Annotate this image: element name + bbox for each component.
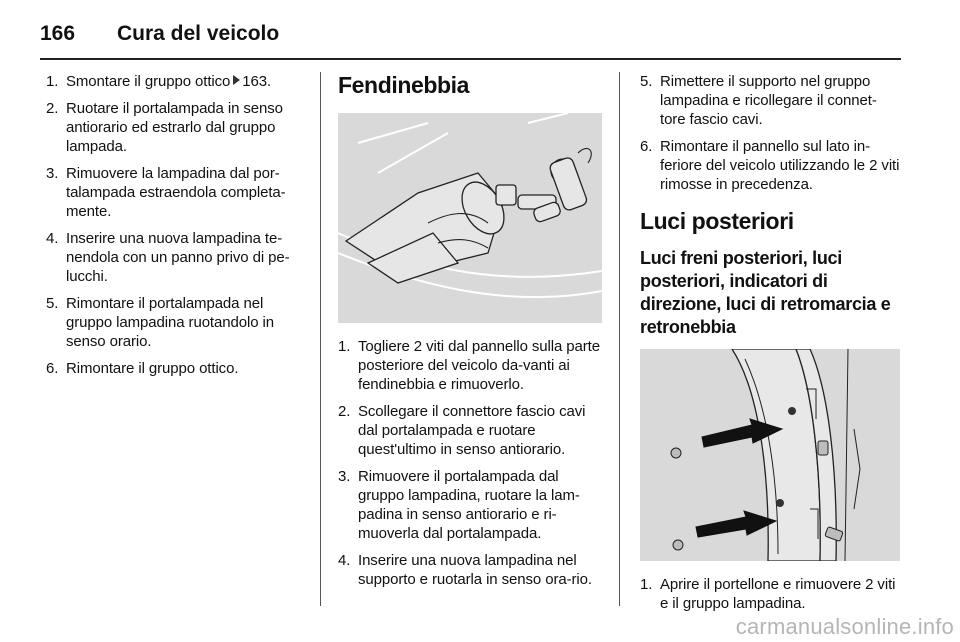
section-heading-fog-lamps: Fendinebbia — [338, 72, 470, 98]
subsection-heading-rear-lamps: Luci freni posteriori, luci posteriori, indicatori di direzione, luci di retromarcia e retronebbia — [640, 248, 891, 337]
column-3 — [640, 72, 902, 621]
column-1 — [46, 72, 308, 386]
page-reference-icon — [233, 75, 240, 85]
list-item: 3. Rimuovere la lampadina dal por-talampada estraendola completa-mente. — [46, 165, 286, 220]
page-title: Cura del veicolo — [117, 22, 280, 45]
column-divider-2 — [619, 72, 620, 606]
headlamp-steps — [46, 72, 308, 378]
list-item: 5. Rimontare il portalampada nel gruppo lampadina ruotandolo in senso orario. — [46, 295, 274, 350]
fog-lamp-drawing — [338, 113, 602, 323]
list-item: 4. Inserire una nuova lampadina te-nendola con un panno privo di pe-lucchi. — [46, 230, 290, 285]
fog-lamp-steps-continued — [640, 72, 902, 194]
list-item: 6. Rimontare il pannello sul lato in-feriore del veicolo utilizzando le 2 viti rimosse in precedenza. — [640, 138, 900, 193]
list-item: 3. Rimuovere il portalampada dal gruppo lampadina, ruotare la lam-padina in senso antiorario e ri-muoverla dal portalampada. — [338, 468, 580, 542]
watermark: carmanualsonline.info — [735, 614, 954, 639]
list-item: 6. Rimontare il gruppo ottico. — [46, 360, 239, 377]
rear-lamp-illustration — [640, 349, 900, 561]
page-number: 166 — [40, 22, 76, 45]
rear-lamp-steps — [640, 575, 902, 613]
fog-lamp-steps — [338, 337, 604, 589]
list-item: 1. Togliere 2 viti dal pannello sulla parte posteriore del veicolo da-vanti ai fendinebbia e rimuoverlo. — [338, 338, 600, 393]
header-rule — [40, 58, 901, 60]
fog-lamp-illustration — [338, 113, 602, 323]
list-item: 2. Scollegare il connettore fascio cavi dal portalampada e ruotare quest'ultimo in senso antiorario. — [338, 403, 586, 458]
rear-lamp-drawing — [640, 349, 900, 561]
page-reference-link[interactable]: 163. — [242, 73, 272, 90]
section-heading-rear-lights: Luci posteriori — [640, 208, 794, 234]
column-2 — [338, 72, 604, 597]
list-item: 5. Rimettere il supporto nel gruppo lampadina e ricollegare il connet-tore fascio cavi. — [640, 73, 877, 128]
list-item: 1. Aprire il portellone e rimuovere 2 viti e il gruppo lampadina. — [640, 576, 896, 612]
column-divider-1 — [320, 72, 321, 606]
list-item: 1. Smontare il gruppo ottico 163. — [46, 73, 272, 90]
page-header — [40, 18, 900, 58]
list-item: 2. Ruotare il portalampada in senso antiorario ed estrarlo dal gruppo lampada. — [46, 100, 283, 155]
list-item: 4. Inserire una nuova lampadina nel supporto e ruotarla in senso ora-rio. — [338, 552, 592, 588]
